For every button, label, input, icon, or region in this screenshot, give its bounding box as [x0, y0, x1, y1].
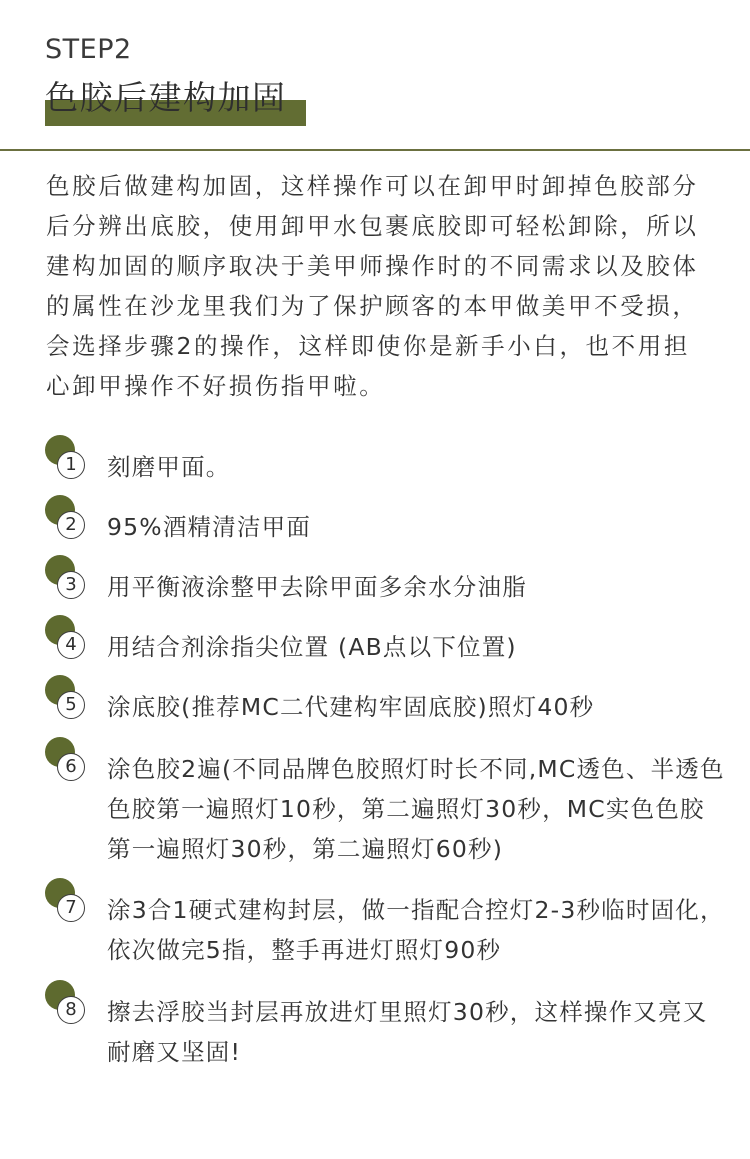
step-badge	[45, 980, 85, 1020]
step-text: 涂色胶2遍(不同品牌色胶照灯时长不同,MC透色、半透色色胶第一遍照灯10秒，第二遍照灯30秒，MC实色色胶第一遍照灯30秒，第二遍照灯60秒)	[107, 755, 725, 863]
step-text: 用结合剂涂指尖位置 (AB点以下位置)	[107, 633, 517, 661]
step-number: 4	[57, 631, 85, 659]
step-badge	[45, 615, 85, 655]
step-badge	[45, 495, 85, 535]
page-title: 色胶后建构加固	[45, 78, 287, 117]
step-number: 1	[57, 451, 85, 479]
step-number: 7	[57, 894, 85, 922]
step-badge	[45, 555, 85, 595]
step-text: 95%酒精清洁甲面	[107, 513, 312, 541]
step-number: 5	[57, 691, 85, 719]
step-number: 3	[57, 571, 85, 599]
step-text: 涂底胶(推荐MC二代建构牢固底胶)照灯40秒	[107, 693, 595, 721]
step-label: STEP2	[45, 34, 132, 65]
step-badge	[45, 737, 85, 777]
intro-paragraph: 色胶后做建构加固，这样操作可以在卸甲时卸掉色胶部分后分辨出底胶，使用卸甲水包裹底胶即可轻松卸除，所以建构加固的顺序取决于美甲师操作时的不同需求以及胶体的属性在沙龙里我们为了保护顾客的本甲做美甲不受损，会选择步骤2的操作，这样即使你是新手小白，也不用担心卸甲操作不好损伤指甲啦。	[46, 172, 699, 400]
divider	[0, 149, 750, 151]
step-badge	[45, 878, 85, 918]
step-badge	[45, 435, 85, 475]
step-text: 涂3合1硬式建构封层，做一指配合控灯2-3秒临时固化，依次做完5指，整手再进灯照灯90秒	[107, 896, 725, 964]
step-number: 8	[57, 996, 85, 1024]
step-number: 2	[57, 511, 85, 539]
step-badge	[45, 675, 85, 715]
step-text: 用平衡液涂整甲去除甲面多余水分油脂	[107, 573, 527, 601]
step-text: 擦去浮胶当封层再放进灯里照灯30秒，这样操作又亮又耐磨又坚固!	[107, 998, 708, 1066]
step-text: 刻磨甲面。	[107, 453, 231, 481]
step-number: 6	[57, 753, 85, 781]
section-title	[45, 74, 287, 128]
